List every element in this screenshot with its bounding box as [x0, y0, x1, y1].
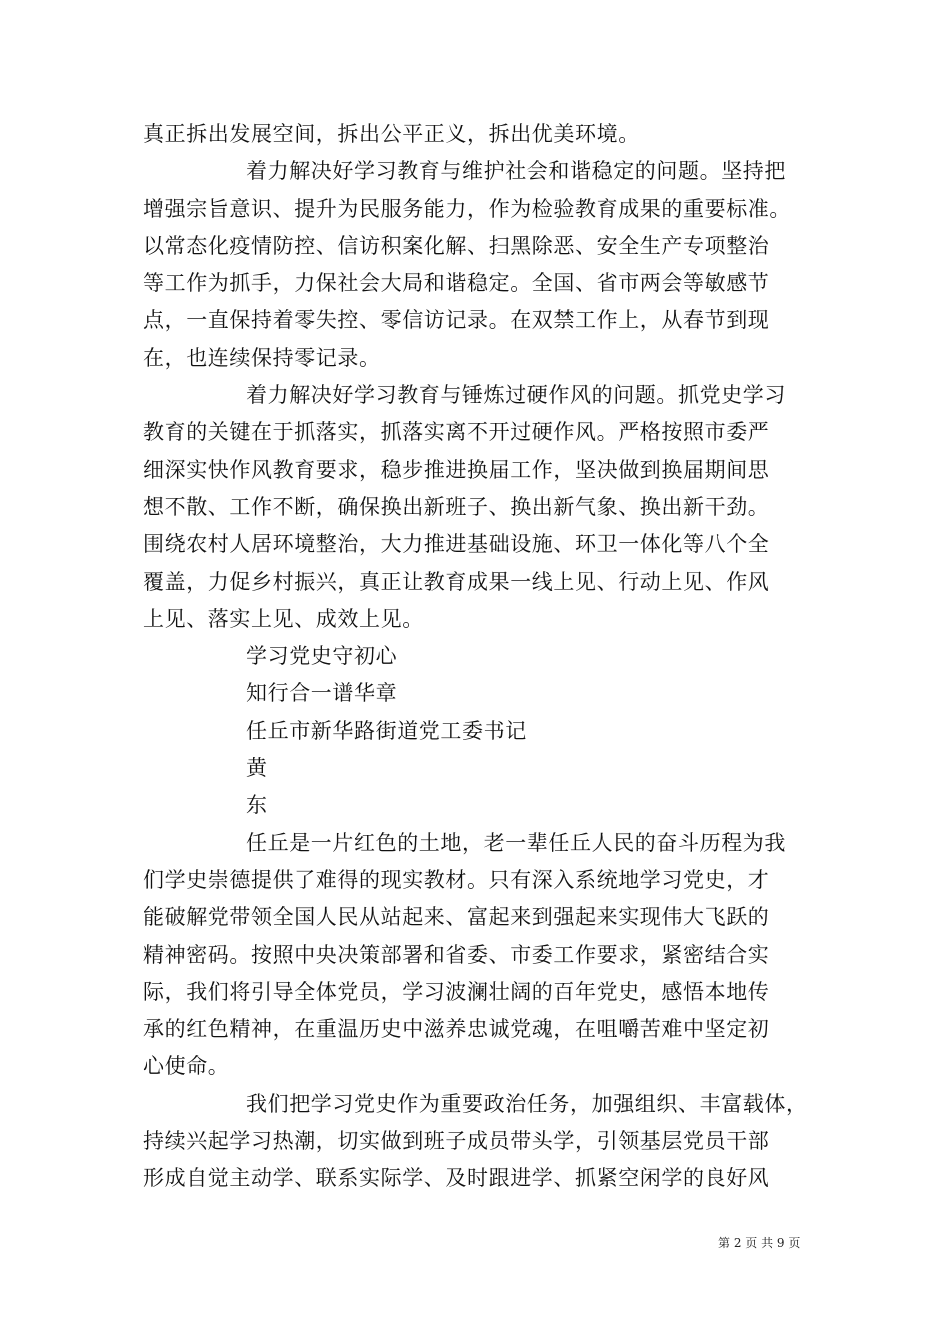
author-name-part: 黄 [246, 756, 268, 781]
body-line: 上见、落实上见、成效上见。 [143, 606, 424, 631]
body-line: 际，我们将引导全体党员，学习波澜壮阔的百年党史，感悟本地传 [143, 979, 770, 1004]
author-position: 任丘市新华路街道党工委书记 [246, 718, 527, 743]
page-number-footer: 第 2 页 共 9 页 [718, 1236, 801, 1250]
body-line: 着力解决好学习教育与锤炼过硬作风的问题。抓党史学习 [246, 383, 786, 408]
body-line: 着力解决好学习教育与维护社会和谐稳定的问题。坚持把 [246, 159, 786, 184]
body-line: 持续兴起学习热潮，切实做到班子成员带头学，引领基层党员干部 [143, 1129, 770, 1154]
body-line: 围绕农村人居环境整治，大力推进基础设施、环卫一体化等八个全 [143, 532, 770, 557]
body-line: 教育的关键在于抓落实，抓落实离不开过硬作风。严格按照市委严 [143, 420, 770, 445]
body-line: 以常态化疫情防控、信访积案化解、扫黑除恶、安全生产专项整治 [143, 233, 770, 258]
document-body [143, 116, 833, 1198]
body-line: 精神密码。按照中央决策部署和省委、市委工作要求，紧密结合实 [143, 942, 770, 967]
body-line: 覆盖，力促乡村振兴，真正让教育成果一线上见、行动上见、作风 [143, 569, 770, 594]
body-line: 点，一直保持着零失控、零信访记录。在双禁工作上，从春节到现 [143, 308, 770, 333]
body-line: 能破解党带领全国人民从站起来、富起来到强起来实现伟大飞跃的 [143, 905, 770, 930]
body-line: 任丘是一片红色的土地，老一辈任丘人民的奋斗历程为我 [246, 830, 786, 855]
body-line: 们学史崇德提供了难得的现实教材。只有深入系统地学习党史，才 [143, 867, 770, 892]
body-line: 形成自觉主动学、联系实际学、及时跟进学、抓紧空闲学的良好风 [143, 1166, 770, 1191]
article-subtitle: 知行合一谱华章 [246, 681, 398, 706]
body-line: 增强宗旨意识、提升为民服务能力，作为检验教育成果的重要标准。 [143, 196, 791, 221]
body-line: 细深实快作风教育要求，稳步推进换届工作，坚决做到换届期间思 [143, 457, 770, 482]
body-line: 承的红色精神，在重温历史中滋养忠诚党魂，在咀嚼苦难中坚定初 [143, 1017, 770, 1042]
body-line: 真正拆出发展空间，拆出公平正义，拆出优美环境。 [143, 122, 640, 146]
body-line: 我们把学习党史作为重要政治任务，加强组织、丰富载体， [246, 1091, 808, 1116]
body-line: 想不散、工作不断，确保换出新班子、换出新气象、换出新干劲。 [143, 494, 770, 519]
body-line: 等工作为抓手，力保社会大局和谐稳定。全国、省市两会等敏感节 [143, 271, 770, 296]
body-line: 在，也连续保持零记录。 [143, 345, 381, 370]
article-title: 学习党史守初心 [246, 644, 398, 669]
body-line: 心使命。 [143, 1054, 230, 1079]
author-name-part: 东 [246, 793, 268, 818]
